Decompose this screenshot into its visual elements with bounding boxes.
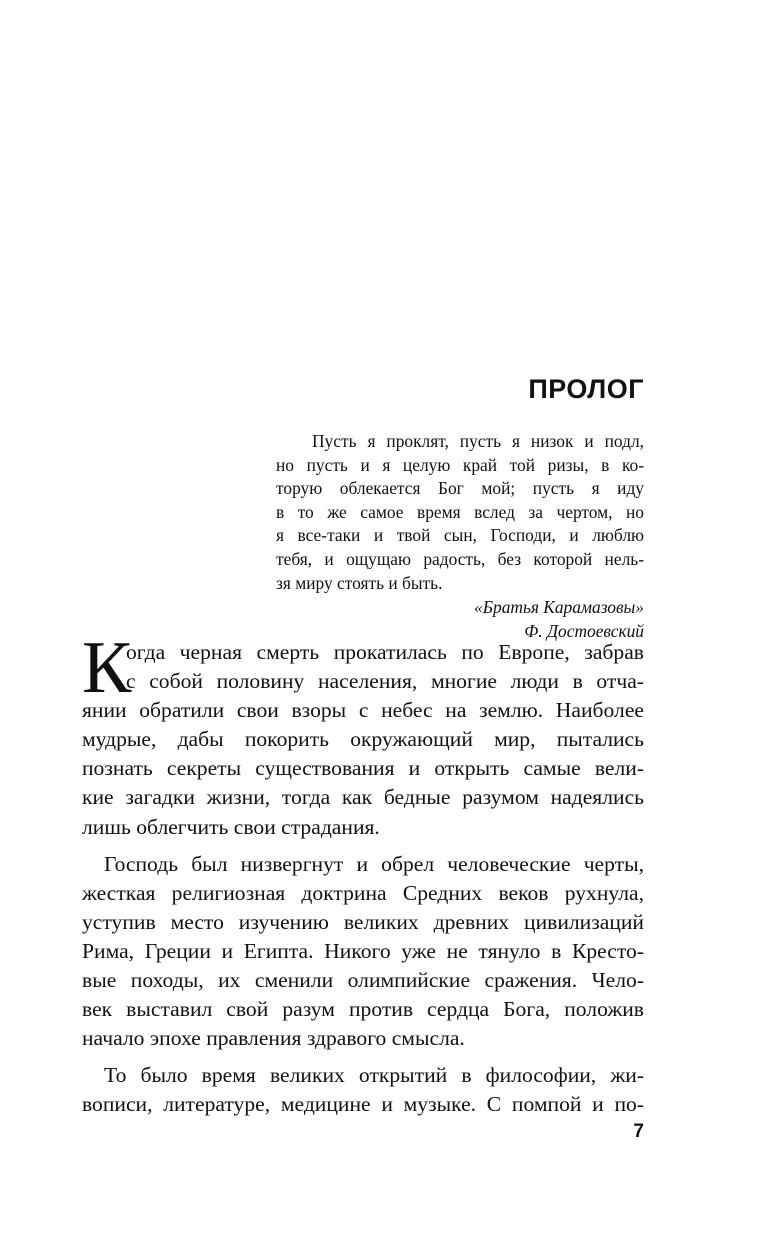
paragraph-2 bbox=[82, 850, 644, 1054]
body-text bbox=[82, 638, 644, 1120]
epigraph-line: тебя, и ощущаю радость, без которой нель- bbox=[276, 548, 644, 569]
text-line: огда черная смерть прокатилась по Европе, забрав bbox=[126, 640, 644, 664]
epigraph-line: в то же самое время вслед за чертом, но bbox=[276, 501, 644, 522]
text-line: жесткая религиозная доктрина Средних веков рухнула, bbox=[82, 880, 644, 905]
text-line: То было время великих открытий в философии, жи- bbox=[104, 1063, 644, 1088]
text-line: начало эпохе правления здравого смысла. bbox=[82, 1026, 465, 1051]
page-number: 7 bbox=[633, 1121, 644, 1142]
text-line: Господь был низвергнут и обрел человеческие черты, bbox=[104, 851, 644, 876]
epigraph-line: торую облекается Бог мой; пусть я иду bbox=[276, 478, 644, 499]
text-line: уступив место изучению великих древних цивилизаций bbox=[82, 909, 644, 934]
text-line: мудрые, дабы покорить окружающий мир, пытались bbox=[82, 727, 644, 752]
epigraph-line: зя миру стоять и быть. bbox=[276, 572, 443, 593]
text-line: познать секреты существования и открыть самые вели- bbox=[82, 756, 644, 781]
epigraph-line: я все-таки и твой сын, Господи, и люблю bbox=[276, 525, 644, 546]
epigraph-line: Пусть я проклят, пусть я низок и подл, bbox=[312, 431, 644, 451]
paragraph-1 bbox=[82, 638, 644, 842]
text-line: янии обратили свои взоры с небес на землю. Наиболее bbox=[82, 698, 644, 723]
drop-cap: К bbox=[82, 627, 132, 709]
epigraph-line: но пусть и я целую край той ризы, в ко- bbox=[276, 454, 644, 475]
text-line: вописи, литературе, медицине и музыке. С помпой и по- bbox=[82, 1092, 644, 1117]
text-line: век выставил свой разум против сердца Бога, положив bbox=[82, 997, 644, 1022]
epigraph-author: Ф. Достоевский bbox=[524, 620, 644, 641]
text-line: с собой половину населения, многие люди в отча- bbox=[126, 669, 644, 694]
chapter-title: ПРОЛОГ bbox=[528, 374, 644, 404]
epigraph-source: «Братья Карамазовы» bbox=[474, 597, 644, 618]
epigraph bbox=[276, 430, 644, 643]
text-line: лишь облегчить свои страдания. bbox=[82, 814, 380, 839]
text-line: кие загадки жизни, тогда как бедные разумом надеялись bbox=[82, 785, 644, 810]
text-line: Рима, Греции и Египта. Никого уже не тянуло в Кресто- bbox=[82, 938, 644, 963]
paragraph-3 bbox=[82, 1061, 644, 1119]
epigraph-attribution bbox=[276, 596, 644, 643]
text-line: вые походы, их сменили олимпийские сражения. Чело- bbox=[82, 968, 644, 993]
